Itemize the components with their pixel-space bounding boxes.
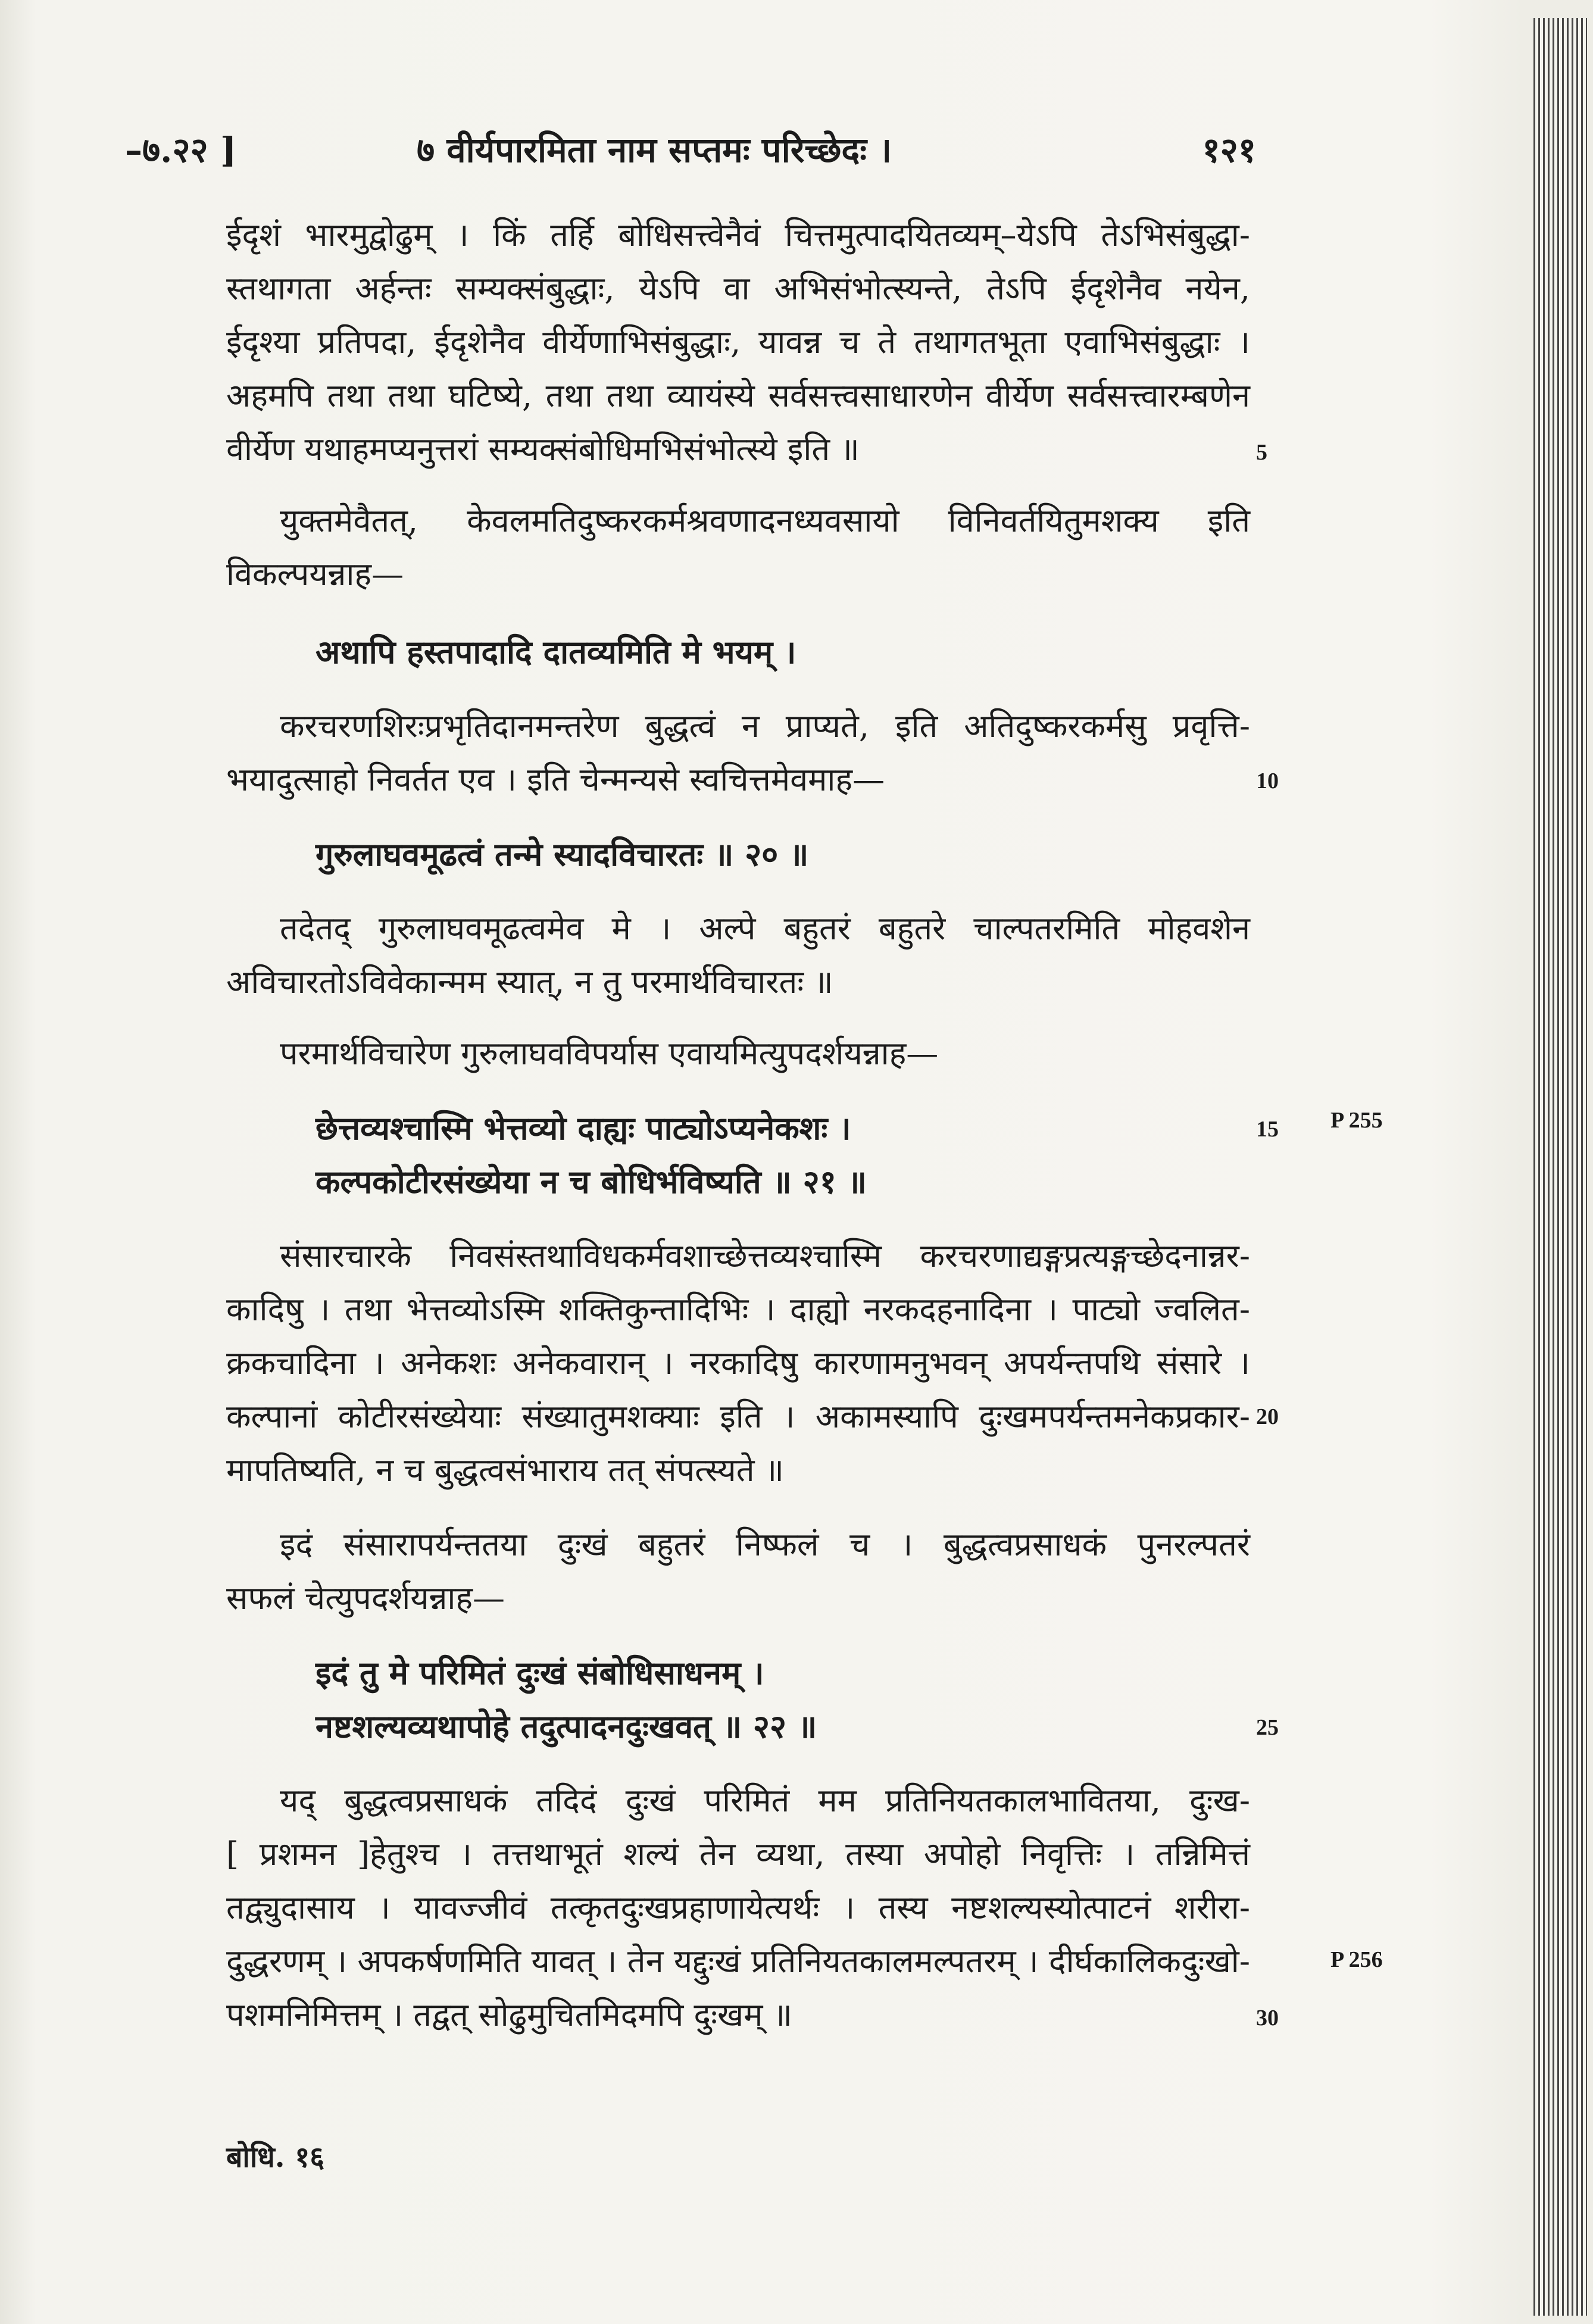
text-line: भयादुत्साहो निवर्तत एव । इति चेन्मन्यसे स्वचित्तमेवमाह— — [226, 761, 885, 798]
text-line: स्तथागता अर्हन्तः सम्यक्संबुद्धाः, येऽपि वा अभिसंभोत्स्यन्ते, तेऽपि ईदृशेनैव नयेन, — [226, 270, 1250, 307]
text-line: दुद्धरणम् । अपकर्षणमिति यावत् । तेन यद्दुःखं प्रतिनियतकालमल्पतरम् । दीर्घकालिकदुःखो- — [226, 1942, 1250, 1980]
text-line: पशमनिमित्तम् । तद्वत् सोढुमुचितमिदमपि दुःखम् ॥ — [226, 1996, 792, 2034]
text-line: अहमपि तथा तथा घटिष्ये, तथा तथा व्यायंस्ये सर्वसत्त्वसाधारणेन वीर्येण सर्वसत्त्वारम्बणेन — [226, 377, 1250, 414]
text-line: तद्व्युदासाय । यावज्जीवं तत्कृतदुःखप्रहाणायेत्यर्थः । तस्य नष्टशल्यस्योत्पाटनं शरीरा- — [226, 1889, 1250, 1926]
text-line: यद् बुद्धत्वप्रसाधकं तदिदं दुःखं परिमितं मम प्रतिनियतकालभावितया, दुःख- — [280, 1782, 1250, 1819]
page-reference: P 255 — [1330, 1108, 1383, 1133]
text-line: विकल्पयन्नाह— — [226, 555, 404, 593]
text-line: [ प्रशमन ]हेतुश्च । तत्तथाभूतं शल्यं तेन व्यथा, तस्या अपोहो निवृत्तिः । तन्निमित्तं — [226, 1835, 1250, 1873]
verse-line: इदं तु मे परिमितं दुःखं संबोधिसाधनम् । — [316, 1654, 764, 1692]
page-edge — [1533, 18, 1587, 2316]
verse-ref: –७.२२ ] — [125, 130, 237, 170]
signature-mark: बोधि. १६ — [226, 2141, 325, 2174]
margin-line-number: 20 — [1256, 1404, 1279, 1429]
text-line: करचरणशिरःप्रभृतिदानमन्तरेण बुद्धत्वं न प्राप्यते, इति अतिदुष्करकर्मसु प्रवृत्ति- — [280, 707, 1250, 745]
text-line: कादिषु । तथा भेत्तव्योऽस्मि शक्तिकुन्तादिभिः । दाह्यो नरकदहनादिना । पाट्यो ज्वलित- — [226, 1291, 1250, 1328]
text-line: परमार्थविचारेण गुरुलाघवविपर्यास एवायमित्युपदर्शयन्नाह— — [280, 1035, 939, 1072]
margin-line-number: 5 — [1256, 440, 1267, 465]
text-line: ईदृश्या प्रतिपदा, ईदृशेनैव वीर्येणाभिसंबुद्धाः, यावन्न च ते तथागतभूता एवाभिसंबुद्धाः । — [226, 323, 1250, 361]
text-line: इदं संसारापर्यन्ततया दुःखं बहुतरं निष्फलं च । बुद्धत्वप्रसाधकं पुनरल्पतरं — [280, 1526, 1250, 1563]
verse-line: छेत्तव्यश्चास्मि भेत्तव्यो दाह्यः पाट्योऽप्यनेकशः । — [316, 1109, 851, 1147]
text-line: युक्तमेवैतत्, केवलमतिदुष्करकर्मश्रवणादनध्यवसायो विनिवर्तयितुमशक्य इति — [280, 502, 1250, 539]
page-number: १२१ — [1202, 130, 1256, 170]
text-line: तदेतद् गुरुलाघवमूढत्वमेव मे । अल्पे बहुतरं बहुतरे चाल्पतरमिति मोहवशेन — [280, 910, 1250, 947]
verse-line: गुरुलाघवमूढत्वं तन्मे स्यादविचारतः ॥ २० ॥ — [316, 835, 809, 873]
text-line: कल्पानां कोटीरसंख्येयाः संख्यातुमशक्याः इति । अकामस्यापि दुःखमपर्यन्तमनेकप्रकार- — [226, 1398, 1250, 1435]
chapter-title: ७ वीर्यपारमिता नाम सप्तमः परिच्छेदः । — [417, 130, 892, 170]
text-line: क्रकचादिना । अनेकशः अनेकवारान् । नरकादिषु कारणामनुभवन् अपर्यन्तपथि संसारे । — [226, 1344, 1250, 1382]
text-line: संसारचारके निवसंस्तथाविधकर्मवशाच्छेत्तव्यश्चास्मि करचरणाद्यङ्गप्रत्यङ्गच्छेदनान्नर- — [280, 1237, 1250, 1275]
margin-line-number: 25 — [1256, 1715, 1279, 1740]
margin-line-number: 15 — [1256, 1117, 1279, 1142]
text-line: ईदृशं भारमुद्वोढुम् । किं तर्हि बोधिसत्त्वेनैवं चित्तमुत्पादयितव्यम्–येऽपि तेऽभिसंबुद्धा- — [226, 216, 1250, 254]
verse-line: अथापि हस्तपादादि दातव्यमिति मे भयम् । — [316, 633, 796, 671]
page-reference: P 256 — [1330, 1947, 1383, 1972]
text-line: सफलं चेत्युपदर्शयन्नाह— — [226, 1579, 505, 1617]
margin-line-number: 10 — [1256, 769, 1279, 794]
verse-line: कल्पकोटीरसंख्येया न च बोधिर्भविष्यति ॥ २१ ॥ — [316, 1163, 867, 1201]
verse-line: नष्टशल्यव्यथापोहे तदुत्पादनदुःखवत् ॥ २२ ॥ — [316, 1707, 817, 1745]
page-header — [125, 125, 1256, 173]
text-line: अविचारतोऽविवेकान्मम स्यात्, न तु परमार्थविचारतः ॥ — [226, 963, 833, 1001]
margin-line-number: 30 — [1256, 2006, 1279, 2031]
text-line: वीर्येण यथाहमप्यनुत्तरां सम्यक्संबोधिमभिसंभोत्स्ये इति ॥ — [226, 430, 860, 468]
text-line: मापतिष्यति, न च बुद्धत्वसंभाराय तत् संपत्स्यते ॥ — [226, 1451, 785, 1489]
